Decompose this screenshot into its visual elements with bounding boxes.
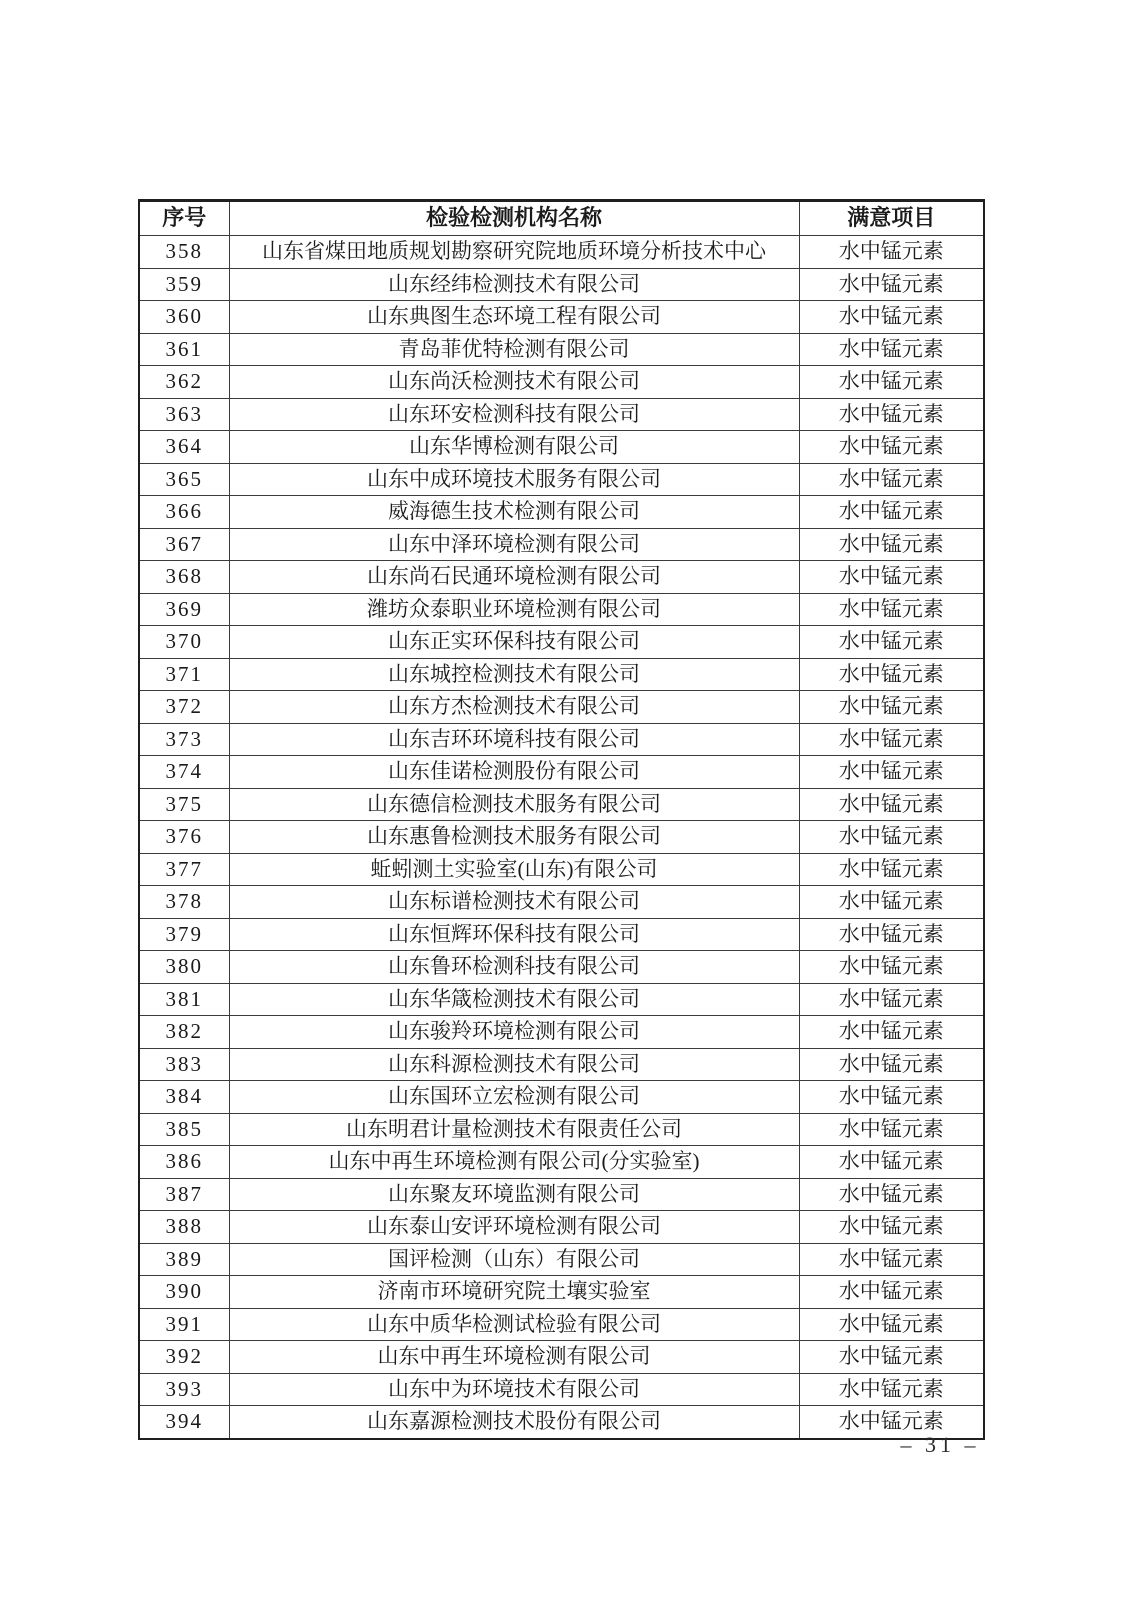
row-satisfied-item: 水中锰元素 xyxy=(799,626,984,659)
row-satisfied-item: 水中锰元素 xyxy=(799,398,984,431)
row-institution-name: 山东中质华检测试检验有限公司 xyxy=(229,1308,799,1341)
table-row xyxy=(139,886,984,919)
table-row xyxy=(139,691,984,724)
row-serial-number: 389 xyxy=(139,1243,229,1276)
table-row xyxy=(139,723,984,756)
row-institution-name: 潍坊众泰职业环境检测有限公司 xyxy=(229,593,799,626)
row-institution-name: 山东惠鲁检测技术服务有限公司 xyxy=(229,821,799,854)
row-institution-name: 蚯蚓测土实验室(山东)有限公司 xyxy=(229,853,799,886)
row-satisfied-item: 水中锰元素 xyxy=(799,333,984,366)
table-row xyxy=(139,268,984,301)
row-serial-number: 393 xyxy=(139,1373,229,1406)
table-row xyxy=(139,333,984,366)
page-number: – 31 – xyxy=(900,1432,980,1457)
row-serial-number: 386 xyxy=(139,1146,229,1179)
table-row xyxy=(139,1308,984,1341)
row-satisfied-item: 水中锰元素 xyxy=(799,1211,984,1244)
table-row xyxy=(139,463,984,496)
row-satisfied-item: 水中锰元素 xyxy=(799,756,984,789)
row-satisfied-item: 水中锰元素 xyxy=(799,1016,984,1049)
row-satisfied-item: 水中锰元素 xyxy=(799,593,984,626)
table-row xyxy=(139,301,984,334)
row-satisfied-item: 水中锰元素 xyxy=(799,691,984,724)
row-serial-number: 392 xyxy=(139,1341,229,1374)
row-satisfied-item: 水中锰元素 xyxy=(799,951,984,984)
table-row xyxy=(139,366,984,399)
row-institution-name: 山东华箴检测技术有限公司 xyxy=(229,983,799,1016)
row-serial-number: 378 xyxy=(139,886,229,919)
row-serial-number: 380 xyxy=(139,951,229,984)
table-row xyxy=(139,1406,984,1439)
row-institution-name: 山东吉环环境科技有限公司 xyxy=(229,723,799,756)
row-institution-name: 山东经纬检测技术有限公司 xyxy=(229,268,799,301)
row-serial-number: 360 xyxy=(139,301,229,334)
row-satisfied-item: 水中锰元素 xyxy=(799,496,984,529)
row-serial-number: 382 xyxy=(139,1016,229,1049)
row-satisfied-item: 水中锰元素 xyxy=(799,1373,984,1406)
row-satisfied-item: 水中锰元素 xyxy=(799,301,984,334)
row-institution-name: 山东明君计量检测技术有限责任公司 xyxy=(229,1113,799,1146)
row-satisfied-item: 水中锰元素 xyxy=(799,1276,984,1309)
row-serial-number: 372 xyxy=(139,691,229,724)
table-row xyxy=(139,788,984,821)
table-row xyxy=(139,658,984,691)
row-serial-number: 387 xyxy=(139,1178,229,1211)
row-serial-number: 375 xyxy=(139,788,229,821)
row-satisfied-item: 水中锰元素 xyxy=(799,1243,984,1276)
header-serial-number: 序号 xyxy=(139,201,229,236)
row-institution-name: 山东中为环境技术有限公司 xyxy=(229,1373,799,1406)
row-satisfied-item: 水中锰元素 xyxy=(799,723,984,756)
row-institution-name: 青岛菲优特检测有限公司 xyxy=(229,333,799,366)
row-serial-number: 376 xyxy=(139,821,229,854)
table-row xyxy=(139,1016,984,1049)
row-institution-name: 山东环安检测科技有限公司 xyxy=(229,398,799,431)
table-row xyxy=(139,431,984,464)
row-institution-name: 国评检测（山东）有限公司 xyxy=(229,1243,799,1276)
table-row xyxy=(139,236,984,269)
row-serial-number: 391 xyxy=(139,1308,229,1341)
row-satisfied-item: 水中锰元素 xyxy=(799,983,984,1016)
row-satisfied-item: 水中锰元素 xyxy=(799,853,984,886)
row-institution-name: 山东中再生环境检测有限公司(分实验室) xyxy=(229,1146,799,1179)
inspection-institutions-table xyxy=(138,199,985,1440)
row-institution-name: 山东德信检测技术服务有限公司 xyxy=(229,788,799,821)
row-institution-name: 山东国环立宏检测有限公司 xyxy=(229,1081,799,1114)
row-serial-number: 361 xyxy=(139,333,229,366)
row-serial-number: 363 xyxy=(139,398,229,431)
table-row xyxy=(139,1211,984,1244)
row-institution-name: 山东标谱检测技术有限公司 xyxy=(229,886,799,919)
row-institution-name: 山东泰山安评环境检测有限公司 xyxy=(229,1211,799,1244)
row-serial-number: 358 xyxy=(139,236,229,269)
row-serial-number: 377 xyxy=(139,853,229,886)
row-satisfied-item: 水中锰元素 xyxy=(799,1178,984,1211)
row-satisfied-item: 水中锰元素 xyxy=(799,236,984,269)
row-serial-number: 394 xyxy=(139,1406,229,1439)
row-satisfied-item: 水中锰元素 xyxy=(799,463,984,496)
table-row xyxy=(139,1081,984,1114)
row-satisfied-item: 水中锰元素 xyxy=(799,918,984,951)
row-institution-name: 山东恒辉环保科技有限公司 xyxy=(229,918,799,951)
row-satisfied-item: 水中锰元素 xyxy=(799,886,984,919)
row-institution-name: 山东骏羚环境检测有限公司 xyxy=(229,1016,799,1049)
table-row xyxy=(139,1146,984,1179)
row-institution-name: 山东正实环保科技有限公司 xyxy=(229,626,799,659)
row-serial-number: 385 xyxy=(139,1113,229,1146)
row-institution-name: 山东鲁环检测科技有限公司 xyxy=(229,951,799,984)
row-serial-number: 374 xyxy=(139,756,229,789)
table-row xyxy=(139,853,984,886)
row-serial-number: 359 xyxy=(139,268,229,301)
row-serial-number: 369 xyxy=(139,593,229,626)
table-row xyxy=(139,983,984,1016)
table-row xyxy=(139,626,984,659)
row-institution-name: 山东典图生态环境工程有限公司 xyxy=(229,301,799,334)
table-row xyxy=(139,593,984,626)
table-row xyxy=(139,1243,984,1276)
row-serial-number: 390 xyxy=(139,1276,229,1309)
row-satisfied-item: 水中锰元素 xyxy=(799,1048,984,1081)
row-satisfied-item: 水中锰元素 xyxy=(799,1341,984,1374)
table-row xyxy=(139,951,984,984)
table-row xyxy=(139,1113,984,1146)
row-serial-number: 381 xyxy=(139,983,229,1016)
row-serial-number: 373 xyxy=(139,723,229,756)
row-institution-name: 山东华博检测有限公司 xyxy=(229,431,799,464)
table-row xyxy=(139,821,984,854)
table-header-row xyxy=(139,201,984,236)
row-satisfied-item: 水中锰元素 xyxy=(799,788,984,821)
row-satisfied-item: 水中锰元素 xyxy=(799,1406,984,1439)
row-institution-name: 山东佳诺检测股份有限公司 xyxy=(229,756,799,789)
row-institution-name: 山东方杰检测技术有限公司 xyxy=(229,691,799,724)
row-institution-name: 山东省煤田地质规划勘察研究院地质环境分析技术中心 xyxy=(229,236,799,269)
row-serial-number: 365 xyxy=(139,463,229,496)
table-row xyxy=(139,756,984,789)
row-serial-number: 379 xyxy=(139,918,229,951)
row-satisfied-item: 水中锰元素 xyxy=(799,431,984,464)
row-institution-name: 山东科源检测技术有限公司 xyxy=(229,1048,799,1081)
row-satisfied-item: 水中锰元素 xyxy=(799,1113,984,1146)
table-row xyxy=(139,1178,984,1211)
row-institution-name: 山东中成环境技术服务有限公司 xyxy=(229,463,799,496)
row-serial-number: 383 xyxy=(139,1048,229,1081)
row-institution-name: 济南市环境研究院土壤实验室 xyxy=(229,1276,799,1309)
table-row xyxy=(139,561,984,594)
header-institution-name: 检验检测机构名称 xyxy=(229,201,799,236)
row-serial-number: 371 xyxy=(139,658,229,691)
row-institution-name: 山东聚友环境监测有限公司 xyxy=(229,1178,799,1211)
table-row xyxy=(139,496,984,529)
table-row xyxy=(139,1276,984,1309)
row-satisfied-item: 水中锰元素 xyxy=(799,366,984,399)
row-institution-name: 威海德生技术检测有限公司 xyxy=(229,496,799,529)
table-row xyxy=(139,398,984,431)
row-satisfied-item: 水中锰元素 xyxy=(799,1308,984,1341)
row-satisfied-item: 水中锰元素 xyxy=(799,268,984,301)
table-row xyxy=(139,918,984,951)
row-serial-number: 364 xyxy=(139,431,229,464)
table-row xyxy=(139,1373,984,1406)
row-serial-number: 362 xyxy=(139,366,229,399)
row-satisfied-item: 水中锰元素 xyxy=(799,1146,984,1179)
row-satisfied-item: 水中锰元素 xyxy=(799,1081,984,1114)
row-institution-name: 山东中泽环境检测有限公司 xyxy=(229,528,799,561)
row-institution-name: 山东嘉源检测技术股份有限公司 xyxy=(229,1406,799,1439)
row-serial-number: 366 xyxy=(139,496,229,529)
row-institution-name: 山东尚石民通环境检测有限公司 xyxy=(229,561,799,594)
row-satisfied-item: 水中锰元素 xyxy=(799,658,984,691)
row-institution-name: 山东中再生环境检测有限公司 xyxy=(229,1341,799,1374)
row-satisfied-item: 水中锰元素 xyxy=(799,821,984,854)
row-institution-name: 山东城控检测技术有限公司 xyxy=(229,658,799,691)
table-row xyxy=(139,1048,984,1081)
row-serial-number: 367 xyxy=(139,528,229,561)
table-row xyxy=(139,1341,984,1374)
row-satisfied-item: 水中锰元素 xyxy=(799,528,984,561)
row-serial-number: 368 xyxy=(139,561,229,594)
header-satisfied-item: 满意项目 xyxy=(799,201,984,236)
row-serial-number: 370 xyxy=(139,626,229,659)
table-body xyxy=(139,236,984,1439)
row-serial-number: 388 xyxy=(139,1211,229,1244)
row-institution-name: 山东尚沃检测技术有限公司 xyxy=(229,366,799,399)
row-satisfied-item: 水中锰元素 xyxy=(799,561,984,594)
table-row xyxy=(139,528,984,561)
row-serial-number: 384 xyxy=(139,1081,229,1114)
